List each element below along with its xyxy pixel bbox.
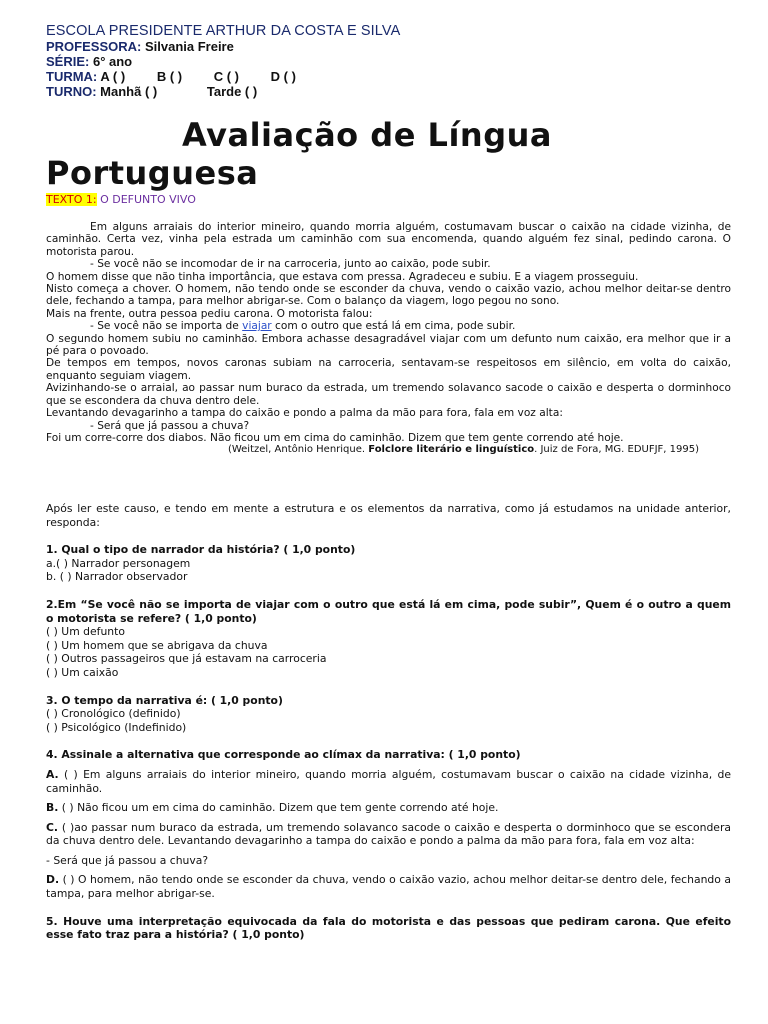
option-letter: B. — [46, 801, 59, 815]
story-paragraph: Nisto começa a chover. O homem, não tendo onde se esconder da chuva, vendo o caixão vazio, achou melhor deitar-se dentro dele, fechando a tampa, para melhor abrigar-se. Com o balanço da viagem, logo pegou no sono. — [46, 283, 731, 308]
text-label: TEXTO 1: — [46, 193, 97, 206]
story-dialogue: - Se você não se incomodar de ir na carroceria, junto ao caixão, pode subir. — [90, 258, 491, 271]
class-option-b: B ( ) — [156, 69, 183, 84]
text-title: O DEFUNTO VIVO — [100, 193, 196, 206]
question-3: 3. O tempo da narrativa é: ( 1,0 ponto) — [46, 693, 283, 707]
story-dialogue — [46, 320, 731, 332]
viajar-link[interactable]: viajar — [242, 320, 272, 333]
question-4-option-c-quote: - Será que já passou a chuva? — [46, 853, 209, 867]
question-4-option-c[interactable] — [46, 821, 731, 848]
question-3-option-b[interactable]: ( ) Psicológico (Indefinido) — [46, 720, 187, 734]
page-title — [46, 116, 746, 192]
question-2-option-a[interactable]: ( ) Um defunto — [46, 625, 125, 639]
instructions: Após ler este causo, e tendo em mente a estrutura e os elementos da narrativa, como já estudamos na unidade anterior, responda: — [46, 502, 731, 529]
question-4-option-d[interactable] — [46, 873, 731, 900]
story-paragraph: Em alguns arraiais do interior mineiro, quando morria alguém, costumavam buscar o caixão na cidade vizinha, de caminhão. Certa vez, vinha pela estrada um caminhão com sua encomenda, quando alguém fez sinal, pedindo carona. O motorista parou. — [46, 221, 731, 258]
citation — [46, 444, 731, 456]
school-header — [46, 24, 746, 99]
question-4: 4. Assinale a alternativa que corresponde ao clímax da narrativa: ( 1,0 ponto) — [46, 748, 521, 762]
school-name: ESCOLA PRESIDENTE ARTHUR DA COSTA E SILVA — [46, 23, 401, 39]
class-option-a: A ( ) — [100, 69, 126, 84]
title-line-1: Avaliação de Língua — [182, 116, 552, 154]
option-text: ( )ao passar num buraco da estrada, um tremendo solavanco sacode o caixão e desperta o dorminhoco que se escondera da chuva dentro dele. Levantando devagarinho a tampa do caixão e pondo a palma da mão para fora, fala em voz alta: — [46, 820, 731, 848]
story-paragraph: Mais na frente, outra pessoa pediu carona. O motorista falou: — [46, 307, 373, 320]
story-paragraph: O homem disse que não tinha importância, que estava com pressa. Agradeceu e subiu. E a viagem prosseguiu. — [46, 270, 639, 283]
question-4-option-b[interactable] — [46, 801, 731, 815]
option-text: ( ) Não ficou um em cima do caminhão. Dizem que tem gente correndo até hoje. — [58, 801, 499, 815]
text-heading — [46, 193, 196, 207]
class-label: TURMA: — [46, 69, 98, 84]
story-body — [46, 221, 731, 457]
story-paragraph: Levantando devagarinho a tampa do caixão e pondo a palma da mão para fora, fala em voz alta: — [46, 407, 563, 420]
grade-label: SÉRIE: — [46, 54, 90, 69]
grade-value: 6° ano — [92, 54, 133, 69]
citation-publisher: . Juiz de Fora, MG. EDUFJF, 1995) — [534, 444, 699, 456]
option-letter: C. — [46, 820, 59, 834]
story-dialogue-text: com o outro que está lá em cima, pode subir. — [271, 320, 516, 333]
citation-author: (Weitzel, Antônio Henrique. — [227, 444, 369, 456]
class-option-d: D ( ) — [270, 69, 296, 84]
question-2-option-c[interactable]: ( ) Outros passageiros que já estavam na carroceria — [46, 652, 327, 666]
class-option-c: C ( ) — [213, 69, 240, 84]
questions — [46, 502, 731, 942]
story-paragraph: O segundo homem subiu no caminhão. Embora achasse desagradável viajar com um defunto num caixão, era melhor que ir a pé para o povoado. — [46, 332, 731, 358]
question-1-option-b[interactable]: b. ( ) Narrador observador — [46, 570, 188, 584]
class-line — [46, 69, 746, 84]
teacher-value: Silvania Freire — [144, 39, 234, 54]
teacher-line — [46, 39, 746, 54]
story-paragraph: Avizinhando-se o arraial, ao passar num buraco da estrada, um tremendo solavanco sacode o caixão e desperta o dorminhoco que se escondera da chuva dentro dele. — [46, 382, 731, 407]
title-line-2: Portuguesa — [46, 154, 259, 192]
shift-option-afternoon: Tarde ( ) — [206, 84, 258, 99]
story-paragraph: De tempos em tempos, novos caronas subiam na carroceria, sentavam-se respeitosos em silêncio, em volta do caixão, enquanto seguiam viagem. — [46, 357, 731, 382]
question-2: 2.Em “Se você não se importa de viajar com o outro que está lá em cima, pode subir”, Quem é o outro a quem o motorista se refere? ( 1,0 ponto) — [46, 597, 731, 625]
shift-line — [46, 84, 746, 99]
option-text: ( ) O homem, não tendo onde se esconder da chuva, vendo o caixão vazio, achou melhor deitar-se dentro dele, fechando a tampa, para melhor abrigar-se. — [46, 873, 731, 901]
option-letter: D. — [46, 873, 60, 887]
question-1-option-a[interactable]: a.( ) Narrador personagem — [46, 556, 191, 570]
option-letter: A. — [46, 767, 59, 781]
citation-book: Folclore literário e linguístico — [368, 444, 535, 456]
question-1: 1. Qual o tipo de narrador da história? ( 1,0 ponto) — [46, 543, 356, 557]
story-dialogue: - Será que já passou a chuva? — [90, 419, 250, 432]
teacher-label: PROFESSORA: — [46, 39, 142, 54]
story-dialogue-text: - Se você não se importa de — [90, 320, 243, 333]
question-2-option-b[interactable]: ( ) Um homem que se abrigava da chuva — [46, 638, 268, 652]
shift-option-morning: Manhã ( ) — [100, 84, 158, 99]
question-4-option-a[interactable] — [46, 768, 731, 795]
question-5: 5. Houve uma interpretação equivocada da fala do motorista e das pessoas que pediram carona. Que efeito esse fato traz para a história? ( 1,0 ponto) — [46, 914, 731, 942]
option-text: ( ) Em alguns arraiais do interior mineiro, quando morria alguém, costumavam buscar o caixão na cidade vizinha, de caminhão. — [46, 767, 731, 795]
question-2-option-d[interactable]: ( ) Um caixão — [46, 665, 119, 679]
shift-label: TURNO: — [46, 84, 97, 99]
grade-line — [46, 54, 746, 69]
question-3-option-a[interactable]: ( ) Cronológico (definido) — [46, 707, 181, 721]
story-paragraph: Foi um corre-corre dos diabos. Não ficou um em cima do caminhão. Dizem que tem gente correndo até hoje. — [46, 431, 624, 444]
